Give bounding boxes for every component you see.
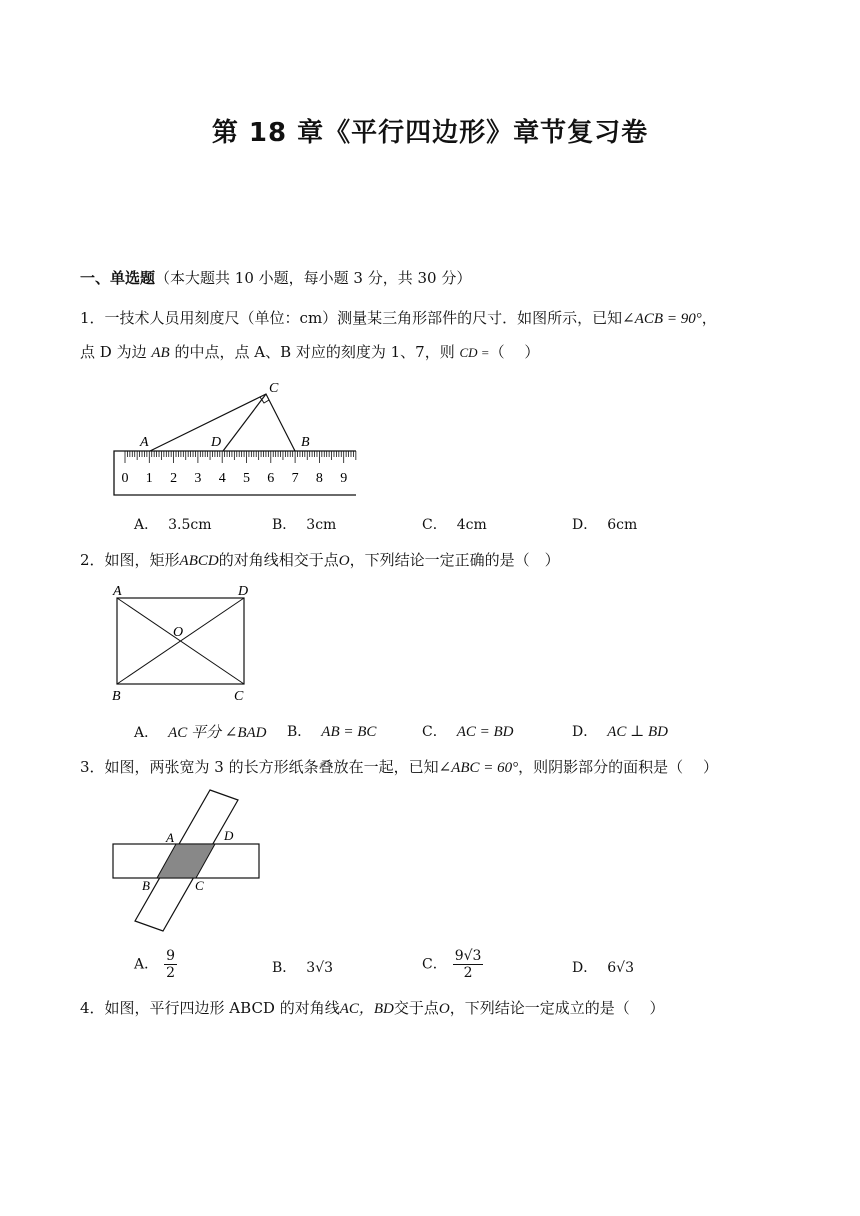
fraction-numerator: 9√3: [454, 948, 482, 964]
option-letter: B．: [272, 960, 297, 976]
q1-cd-math: CD =: [459, 345, 490, 360]
q3-label-c: C: [195, 878, 204, 893]
fraction-numerator: 9: [166, 948, 176, 964]
option-letter: C．: [422, 724, 447, 740]
option-value: 6cm: [607, 517, 638, 533]
q2-text-2: 的对角线相交于点: [218, 551, 339, 569]
option-fraction: [164, 948, 177, 981]
q2-label-c: C: [234, 689, 244, 704]
q4-text: 4．如图，平行四边形 ABCD 的对角线: [80, 999, 340, 1017]
ruler-number: 0: [121, 471, 129, 486]
ruler-number: 5: [243, 471, 250, 486]
q3-option-b[interactable]: [272, 957, 333, 977]
q3-text: 3．如图，两张宽为 3 的长方形纸条叠放在一起，已知: [80, 758, 439, 776]
option-value: 3.5cm: [168, 517, 212, 533]
q3-text-2: ，则阴影部分的面积是（ ）: [518, 758, 718, 776]
q3-label-d: D: [224, 828, 234, 843]
section-note: （本大题共 10 小题，每小题 3 分，共 30 分）: [155, 269, 472, 287]
q1-option-c[interactable]: [422, 514, 487, 534]
q3-angle-math: ∠ABC = 60°: [438, 760, 519, 776]
q2-label-b: B: [112, 689, 121, 704]
option-value: AC = BD: [456, 724, 514, 740]
q1-text-3: 的中点，点 A、B 对应的刻度为 1、7，则: [174, 343, 455, 361]
option-letter: A．: [134, 517, 159, 533]
option-value: 4cm: [456, 517, 487, 533]
option-letter: D．: [572, 724, 598, 740]
option-letter: B．: [287, 724, 312, 740]
q2-text: 2．如图，矩形: [80, 551, 180, 569]
q4-o-math: O: [438, 1001, 450, 1017]
q3-label-a: A: [166, 830, 174, 845]
option-value: AC 平分 ∠BAD: [168, 725, 267, 741]
q2-text-3: ，下列结论一定正确的是（ ）: [349, 551, 560, 569]
q2-option-b[interactable]: [287, 721, 376, 741]
option-value: 3cm: [306, 517, 337, 533]
q2-option-c[interactable]: [422, 721, 514, 741]
option-value: 6√3: [607, 960, 634, 976]
ruler-number: 6: [267, 471, 275, 486]
q3-option-d[interactable]: [572, 957, 634, 977]
q1-label-b: B: [301, 435, 310, 450]
fraction-denominator: 2: [166, 965, 176, 981]
q2-option-d[interactable]: [572, 721, 668, 741]
q1-text-2: 点 D 为边: [80, 343, 147, 361]
option-letter: D．: [572, 960, 598, 976]
q1-paren: （ ）: [489, 343, 540, 361]
option-letter: C．: [422, 956, 447, 973]
q2-rectangle-figure: [108, 580, 258, 704]
q4-ac-bd-math: AC，BD: [339, 1001, 394, 1017]
option-letter: B．: [272, 517, 297, 533]
option-letter: A．: [134, 725, 159, 741]
q3-strips-figure: [108, 786, 268, 934]
question-2: [80, 549, 560, 570]
q1-angle-math: ∠ACB = 90°: [622, 311, 702, 327]
q1-label-c: C: [269, 381, 279, 396]
q1-text-end: ，: [701, 309, 717, 327]
option-letter: C．: [422, 517, 447, 533]
q2-o-math: O: [338, 553, 350, 569]
ruler-number: 4: [218, 471, 226, 486]
q1-ab-math: AB: [151, 345, 170, 361]
option-fraction: [453, 948, 484, 981]
ruler-number: 9: [340, 471, 348, 486]
q3-label-b: B: [142, 878, 150, 893]
option-value: 3√3: [306, 960, 334, 976]
section-label: 一、单选题: [80, 269, 156, 287]
ruler-number: 3: [194, 471, 202, 486]
q1-option-b[interactable]: [272, 514, 336, 534]
ruler-number: 1: [145, 471, 153, 486]
ruler-number: 2: [170, 471, 178, 486]
q3-option-c[interactable]: [422, 948, 483, 981]
page-title: 第 18 章《平行四边形》章节复习卷: [211, 118, 649, 148]
fraction-denominator: 2: [463, 965, 473, 981]
question-1-line-2: [80, 341, 539, 362]
q4-text-3: ，下列结论一定成立的是（ ）: [449, 999, 665, 1017]
option-value: AC ⊥ BD: [607, 724, 669, 740]
q1-label-d: D: [211, 435, 222, 450]
option-letter: D．: [572, 517, 598, 533]
q1-ruler-figure: [108, 378, 368, 500]
option-value: AB = BC: [321, 724, 377, 740]
ruler-number: 7: [291, 471, 299, 486]
question-4: [80, 997, 665, 1018]
q1-option-a[interactable]: [134, 514, 212, 534]
q1-option-d[interactable]: [572, 514, 637, 534]
q2-label-a: A: [113, 584, 122, 599]
ruler-number: 8: [315, 471, 323, 486]
q2-abcd-math: ABCD: [179, 553, 219, 569]
q1-label-a: A: [140, 435, 149, 450]
q3-option-a[interactable]: [134, 948, 177, 981]
q1-text: 1．一技术人员用刻度尺（单位：cm）测量某三角形部件的尺寸．如图所示，已知: [80, 309, 623, 327]
question-1-line-1: [80, 307, 717, 328]
q2-option-a[interactable]: [134, 721, 267, 742]
q4-text-2: 交于点: [393, 999, 439, 1017]
q2-label-o: O: [173, 625, 184, 640]
q2-label-d: D: [238, 584, 249, 599]
question-3: [80, 756, 718, 777]
section-heading: [80, 267, 471, 288]
option-letter: A．: [134, 956, 159, 973]
